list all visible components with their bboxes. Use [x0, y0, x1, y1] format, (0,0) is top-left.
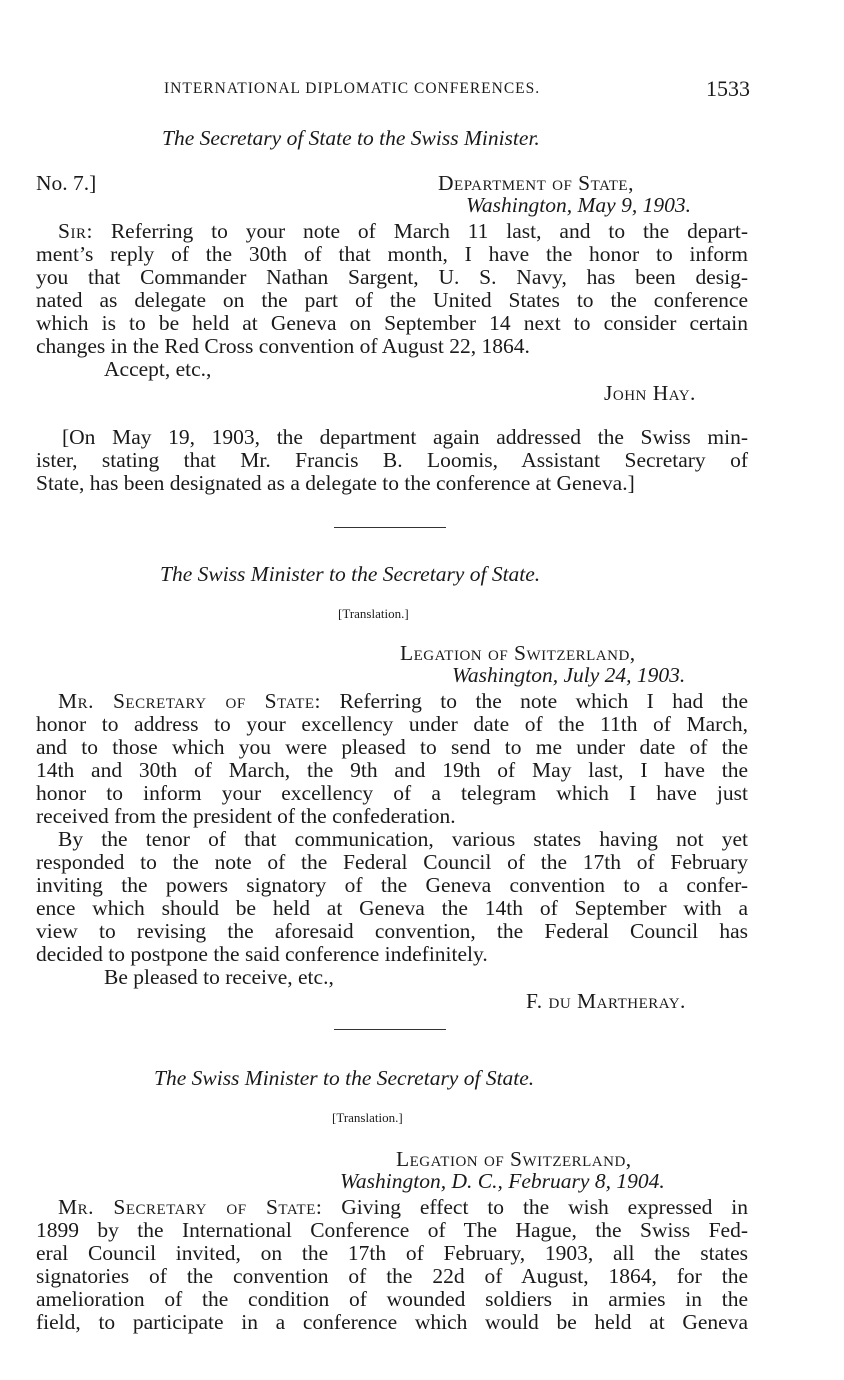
letter2-body-line-5: honor to inform your excellency of a telegram which I have just [36, 781, 748, 805]
letter2-heading: The Swiss Minister to the Secretary of State. [160, 562, 541, 586]
letter3-body-line-4: signatories of the convention of the 22d of August, 1864, for the [36, 1264, 748, 1288]
letter1-number: No. 7.] [36, 171, 97, 195]
letter3-heading: The Swiss Minister to the Secretary of State. [154, 1066, 535, 1090]
letter1-body-line-3: you that Commander Nathan Sargent, U. S. Navy, has been desig- [36, 265, 748, 289]
letter2-date: Washington, July 24, 1903. [452, 663, 686, 687]
letter3-body-line-1: Mr. Secretary of State: Giving effect to the wish expressed in [58, 1195, 749, 1219]
letter2-body2-line-4: ence which should be held at Geneva the 14th of September with a [36, 896, 748, 920]
letter1-date: Washington, May 9, 1903. [466, 193, 691, 217]
letter2-salutation: Mr. Secretary of State: [58, 689, 322, 713]
section-divider [334, 527, 446, 528]
letter1-body-line-1: Sir: Referring to your note of March 11 last, and to the depart- [58, 219, 748, 243]
letter1-body-line-2: ment’s reply of the 30th of that month, I have the honor to inform [36, 242, 748, 266]
letter2-body-line-4: 14th and 30th of March, the 9th and 19th of May last, I have the [36, 758, 748, 782]
letter1-closing: Accept, etc., [104, 357, 212, 381]
letter3-salutation: Mr. Secretary of State: [58, 1195, 323, 1219]
letter3-date: Washington, D. C., February 8, 1904. [340, 1169, 665, 1193]
letter1-heading: The Secretary of State to the Swiss Minister. [162, 126, 540, 150]
letter2-body2-line-3: inviting the powers signatory of the Geneva convention to a confer- [36, 873, 748, 897]
letter3-body-line-3: eral Council invited, on the 17th of February, 1903, all the states [36, 1241, 748, 1265]
note-line-3: State, has been designated as a delegate to the conference at Geneva.] [36, 471, 635, 495]
letter3-body-line-6: field, to participate in a conference which would be held at Geneva [36, 1310, 748, 1334]
letter2-body-line-6: received from the president of the confederation. [36, 804, 456, 828]
letter2-body-line-3: and to those which you were pleased to send to me under date of the [36, 735, 748, 759]
note-line-1: [On May 19, 1903, the department again addressed the Swiss min- [62, 425, 748, 449]
letter2-body2-line-6: decided to postpone the said conference indefinitely. [36, 942, 488, 966]
letter1-signature: John Hay. [604, 381, 696, 405]
letter2-translation-note: [Translation.] [338, 606, 409, 621]
letter2-place: Legation of Switzerland, [400, 641, 636, 665]
letter1-body-line-4: nated as delegate on the part of the United States to the conference [36, 288, 748, 312]
letter1-body-line-5: which is to be held at Geneva on September 14 next to consider certain [36, 311, 748, 335]
section-divider [334, 1029, 446, 1030]
running-head: INTERNATIONAL DIPLOMATIC CONFERENCES. [164, 80, 541, 97]
letter3-place: Legation of Switzerland, [396, 1147, 632, 1171]
letter2-body2-line-1: By the tenor of that communication, various states having not yet [58, 827, 748, 851]
letter2-body-line-2: honor to address to your excellency under date of the 11th of March, [36, 712, 748, 736]
letter3-translation-note: [Translation.] [332, 1110, 403, 1125]
letter1-body-line-6: changes in the Red Cross convention of August 22, 1864. [36, 334, 530, 358]
letter2-closing: Be pleased to receive, etc., [104, 965, 334, 989]
letter2-body2-line-2: responded to the note of the Federal Council of the 17th of February [36, 850, 748, 874]
note-line-2: ister, stating that Mr. Francis B. Loomis, Assistant Secretary of [36, 448, 748, 472]
letter2-body-line-1: Mr. Secretary of State: Referring to the note which I had the [58, 689, 749, 713]
letter3-body-line-2: 1899 by the International Conference of The Hague, the Swiss Fed- [36, 1218, 748, 1242]
letter1-salutation: Sir: [58, 219, 93, 243]
letter2-body2-line-5: view to revising the aforesaid convention, the Federal Council has [36, 919, 748, 943]
letter3-body-line-5: amelioration of the condition of wounded soldiers in armies in the [36, 1287, 748, 1311]
letter2-signature: F. du Martheray. [526, 989, 686, 1013]
page-number: 1533 [706, 76, 750, 101]
letter1-place: Department of State, [438, 171, 634, 195]
